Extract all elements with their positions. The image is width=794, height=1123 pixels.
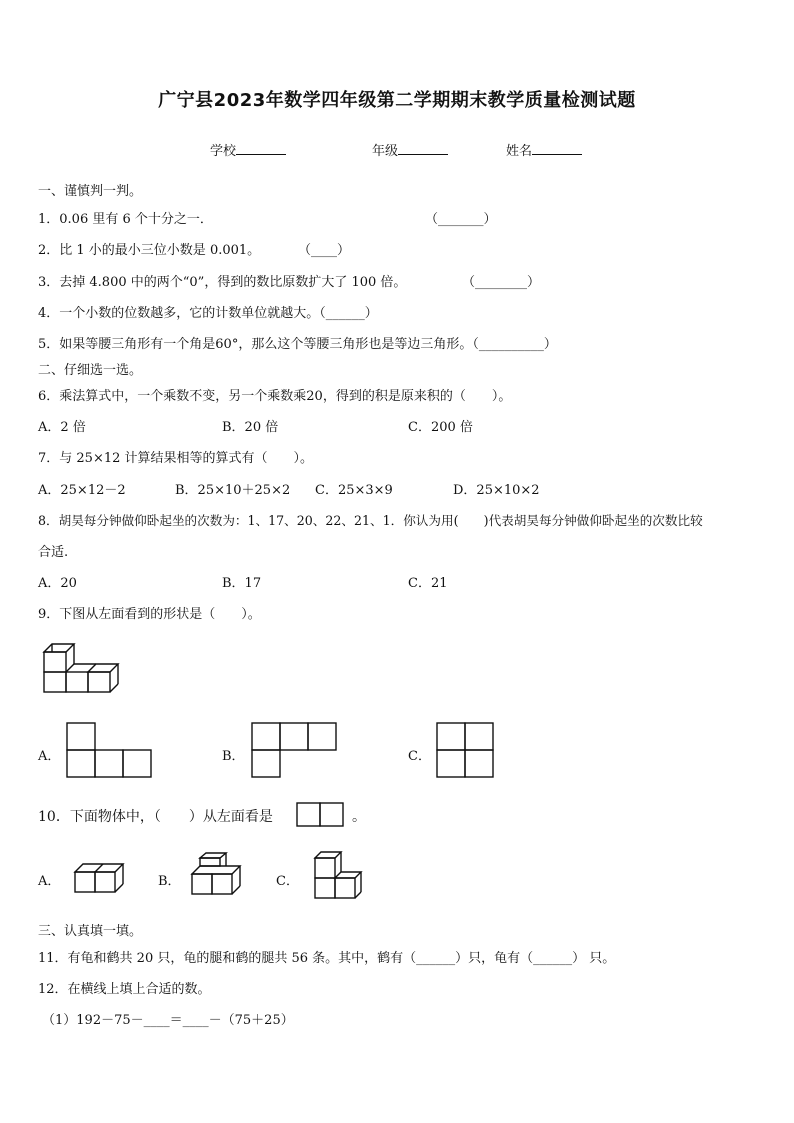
q9-option-b[interactable]: B．: [222, 749, 245, 764]
name-blank[interactable]: [532, 141, 582, 155]
q10-target-shape: [296, 802, 344, 828]
q9-cube-figure: [40, 636, 120, 696]
question-8-line1: 8．胡昊每分钟做仰卧起坐的次数为：1、17、20、22、21、1．你认为用( )代表胡昊每分钟做仰卧起坐的次数比较: [38, 513, 703, 528]
page-title: 广宁县2023年数学四年级第二学期期末教学质量检测试题: [158, 90, 636, 111]
q10-option-a[interactable]: A．: [38, 874, 61, 889]
q9-option-a-shape[interactable]: [66, 722, 152, 778]
question-9: 9．下图从左面看到的形状是（ ）。: [38, 607, 261, 622]
q8-option-a[interactable]: A．20: [38, 576, 77, 591]
question-7: 7．与 25×12 计算结果相等的算式有（ ）。: [38, 451, 314, 466]
q9-option-c-shape[interactable]: [436, 722, 494, 778]
q10-option-a-shape[interactable]: [74, 862, 124, 894]
question-10: [38, 806, 273, 826]
question-6: 6．乘法算式中，一个乘数不变，另一个乘数乘20，得到的积是原来积的（ ）。: [38, 389, 512, 404]
q10-option-c-shape[interactable]: [312, 850, 362, 900]
section1-heading: 一、谨慎判一判。: [38, 184, 143, 199]
question-12-1: （1）192－75－____＝____－（75＋25）: [42, 1013, 294, 1028]
school-blank[interactable]: [236, 141, 286, 155]
q10-option-c[interactable]: C．: [276, 874, 299, 889]
q8-option-c[interactable]: C．21: [408, 576, 448, 591]
question-10-text: 10．下面物体中，（ ）从左面看是: [38, 809, 273, 825]
name-label: 姓名: [506, 144, 533, 159]
grade-blank[interactable]: [398, 141, 448, 155]
question-1: 1．0.06 里有 6 个十分之一．: [38, 212, 213, 227]
question-2: 2．比 1 小的最小三位小数是 0.001。: [38, 243, 261, 258]
q7-option-d[interactable]: D．25×10×2: [453, 483, 540, 498]
q10-option-b[interactable]: B．: [158, 874, 181, 889]
q9-option-b-shape[interactable]: [251, 722, 337, 778]
grade-label: 年级: [372, 144, 399, 159]
q9-option-c[interactable]: C．: [408, 749, 431, 764]
q7-option-a[interactable]: A．25×12－2: [38, 483, 126, 498]
question-12: 12．在横线上填上合适的数。: [38, 982, 211, 997]
school-label: 学校: [210, 144, 237, 159]
q9-option-a[interactable]: A．: [38, 749, 61, 764]
q6-option-b[interactable]: B．20 倍: [222, 420, 279, 435]
question-4: 4．一个小数的位数越多，它的计数单位就越大。（______）: [38, 306, 378, 321]
question-5: 5．如果等腰三角形有一个角是60°，那么这个等腰三角形也是等边三角形。（__________）: [38, 337, 557, 352]
question-8-line2: 合适.: [38, 545, 69, 560]
q6-option-a[interactable]: A．2 倍: [38, 420, 86, 435]
q7-option-c[interactable]: C．25×3×9: [315, 483, 393, 498]
q6-option-c[interactable]: C．200 倍: [408, 420, 473, 435]
question-3-answer[interactable]: （________）: [462, 275, 541, 290]
q10-option-b-shape[interactable]: [191, 856, 241, 896]
name-field: [506, 140, 582, 159]
section3-heading: 三、认真填一填。: [38, 924, 143, 939]
question-11: 11．有龟和鹤共 20 只，龟的腿和鹤的腿共 56 条。其中，鹤有（______）只，龟有（______） 只。: [38, 951, 616, 966]
question-1-answer[interactable]: （_______）: [425, 212, 497, 227]
question-2-answer[interactable]: （____）: [298, 243, 351, 258]
question-10-end: 。: [352, 809, 366, 825]
question-3: 3．去掉 4.800 中的两个“0”，得到的数比原数扩大了 100 倍。: [38, 275, 407, 290]
grade-field: [372, 140, 448, 159]
q8-option-b[interactable]: B．17: [222, 576, 262, 591]
q7-option-b[interactable]: B．25×10＋25×2: [175, 483, 291, 498]
section2-heading: 二、仔细选一选。: [38, 363, 143, 378]
school-field: [210, 140, 286, 159]
